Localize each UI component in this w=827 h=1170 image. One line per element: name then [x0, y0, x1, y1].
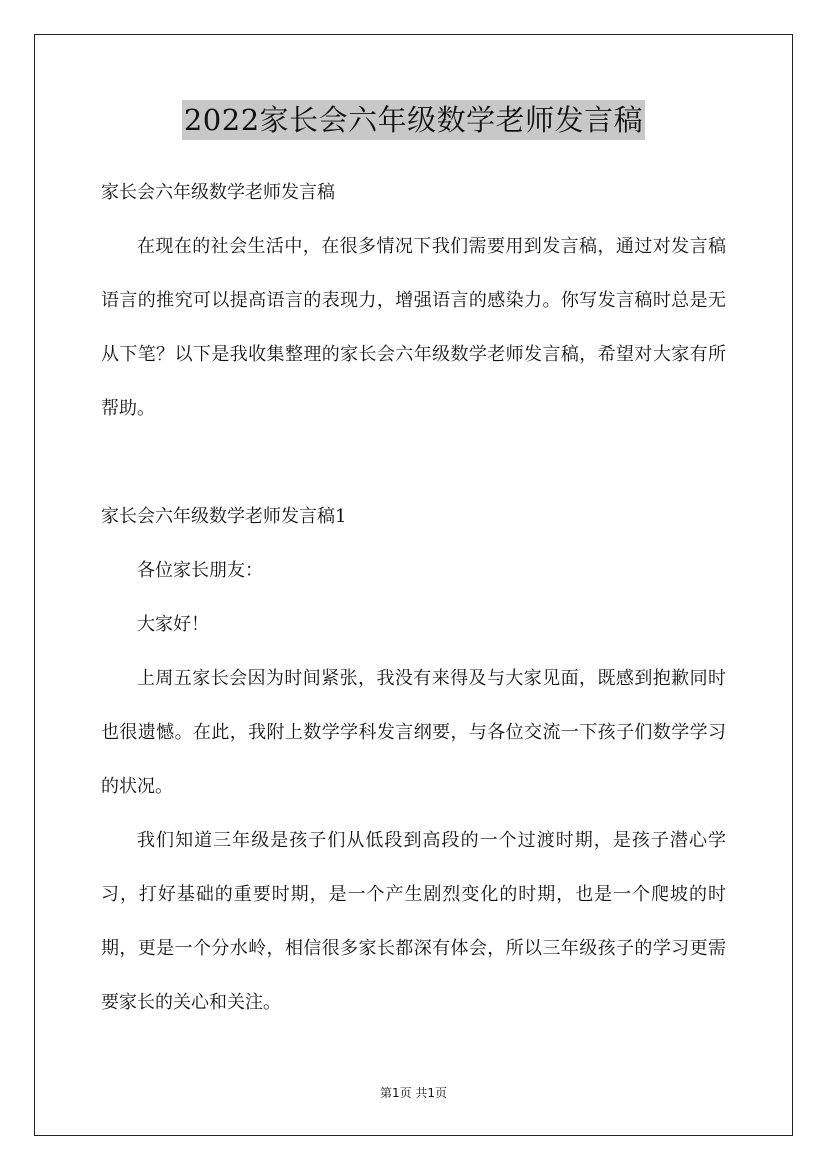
- page-number: 第1页 共1页: [379, 1086, 448, 1100]
- document-title: 2022家长会六年级数学老师发言稿: [182, 100, 645, 140]
- greeting: 大家好！: [137, 614, 209, 635]
- document-body: [101, 166, 726, 1030]
- body-paragraph-2: 我们知道三年级是孩子们从低段到高段的一个过渡时期，是孩子潜心学习，打好基础的重要时期，是一个产生剧烈变化的时期，也是一个爬坡的时期，更是一个分水岭，相信很多家长都深有体会，所以三年级孩子的学习更需要家长的关心和关注。: [101, 830, 726, 1013]
- body-paragraph-1: 上周五家长会因为时间紧张，我没有来得及与大家见面，既感到抱歉同时也很遗憾。在此，我附上数学学科发言纲要，与各位交流一下孩子们数学学习的状况。: [101, 668, 726, 797]
- section-heading: 家长会六年级数学老师发言稿1: [101, 506, 347, 527]
- paragraph-gap: [101, 436, 726, 490]
- page-footer: [0, 1084, 827, 1101]
- intro-paragraph: 在现在的社会生活中，在很多情况下我们需要用到发言稿，通过对发言稿语言的推究可以提高语言的表现力，增强语言的感染力。你写发言稿时总是无从下笔？以下是我收集整理的家长会六年级数学老师发言稿，希望对大家有所帮助。: [101, 236, 726, 419]
- document-subtitle: 家长会六年级数学老师发言稿: [101, 182, 335, 203]
- salutation: 各位家长朋友：: [137, 560, 263, 581]
- title-wrap: [0, 100, 827, 140]
